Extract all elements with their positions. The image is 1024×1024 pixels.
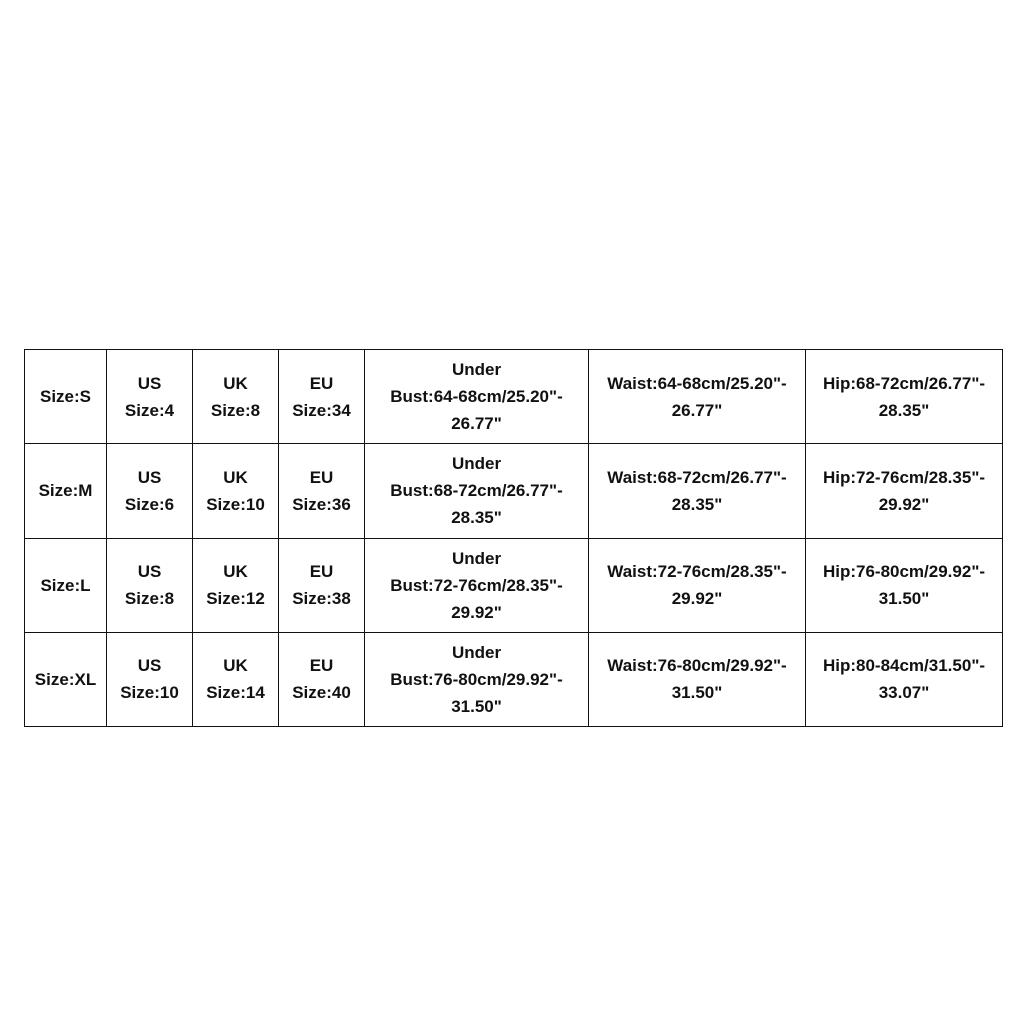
eu-line: EU [309,562,334,582]
us-size-cell [107,632,193,726]
hip-cell [806,444,1003,538]
hip-line: Hip:76-80cm/29.92"- [822,562,986,582]
under-bust-line: Under [451,454,502,474]
uk-line: UK [223,562,248,582]
us-line: Size:8 [124,589,175,609]
hip-line: 28.35" [878,400,930,420]
under-bust-cell [365,350,589,444]
under-bust-line: Bust:64-68cm/25.20"- [390,387,563,407]
waist-line: Waist:64-68cm/25.20"- [607,373,787,393]
uk-line: Size:12 [206,589,265,609]
size-label: Size:S [39,387,92,407]
waist-cell [589,632,806,726]
waist-cell [589,350,806,444]
uk-line: UK [223,467,248,487]
size-cell [25,632,107,726]
size-row-s [25,350,1003,444]
eu-line: EU [309,373,334,393]
us-line: Size:6 [124,494,175,514]
hip-line: 33.07" [878,683,930,703]
us-line: Size:10 [120,683,179,703]
eu-line: EU [309,467,334,487]
eu-line: Size:36 [292,494,351,514]
size-chart-table [24,349,1003,727]
us-line: US [137,467,162,487]
eu-size-cell [279,538,365,632]
size-cell [25,350,107,444]
size-cell [25,538,107,632]
under-bust-line: 28.35" [451,508,502,528]
hip-line: Hip:72-76cm/28.35"- [822,467,986,487]
under-bust-line: Bust:72-76cm/28.35"- [390,575,563,595]
eu-line: EU [309,656,334,676]
under-bust-line: Under [451,642,502,662]
uk-line: Size:14 [206,683,265,703]
size-cell [25,444,107,538]
us-size-cell [107,538,193,632]
waist-line: 29.92" [671,589,723,609]
hip-cell [806,632,1003,726]
waist-line: Waist:72-76cm/28.35"- [607,562,787,582]
under-bust-line: Under [451,548,502,568]
waist-line: Waist:76-80cm/29.92"- [607,656,787,676]
under-bust-line: 31.50" [451,696,502,716]
under-bust-line: 26.77" [451,414,502,434]
hip-line: 29.92" [878,494,930,514]
size-row-m [25,444,1003,538]
us-size-cell [107,444,193,538]
under-bust-line: Bust:76-80cm/29.92"- [390,669,563,689]
hip-line: 31.50" [878,589,930,609]
waist-cell [589,538,806,632]
waist-line: Waist:68-72cm/26.77"- [607,467,787,487]
us-line: Size:4 [124,400,175,420]
under-bust-cell [365,632,589,726]
size-row-l [25,538,1003,632]
eu-line: Size:38 [292,589,351,609]
waist-line: 28.35" [671,494,723,514]
uk-line: Size:10 [206,494,265,514]
uk-size-cell [193,538,279,632]
uk-line: UK [223,656,248,676]
eu-line: Size:40 [292,683,351,703]
eu-size-cell [279,350,365,444]
us-line: US [137,373,162,393]
under-bust-line: Bust:68-72cm/26.77"- [390,481,563,501]
waist-line: 31.50" [671,683,723,703]
uk-size-cell [193,444,279,538]
waist-line: 26.77" [671,400,723,420]
size-label: Size:M [38,481,93,501]
under-bust-cell [365,538,589,632]
size-label: Size:XL [34,669,97,689]
hip-line: Hip:68-72cm/26.77"- [822,373,986,393]
hip-cell [806,350,1003,444]
under-bust-line: Under [451,360,502,380]
eu-size-cell [279,444,365,538]
hip-cell [806,538,1003,632]
eu-size-cell [279,632,365,726]
uk-size-cell [193,632,279,726]
us-line: US [137,562,162,582]
size-label: Size:L [40,575,91,595]
under-bust-cell [365,444,589,538]
us-line: US [137,656,162,676]
under-bust-line: 29.92" [451,602,502,622]
size-row-xl [25,632,1003,726]
uk-line: UK [223,373,248,393]
waist-cell [589,444,806,538]
us-size-cell [107,350,193,444]
eu-line: Size:34 [292,400,351,420]
hip-line: Hip:80-84cm/31.50"- [822,656,986,676]
uk-line: Size:8 [210,400,261,420]
uk-size-cell [193,350,279,444]
